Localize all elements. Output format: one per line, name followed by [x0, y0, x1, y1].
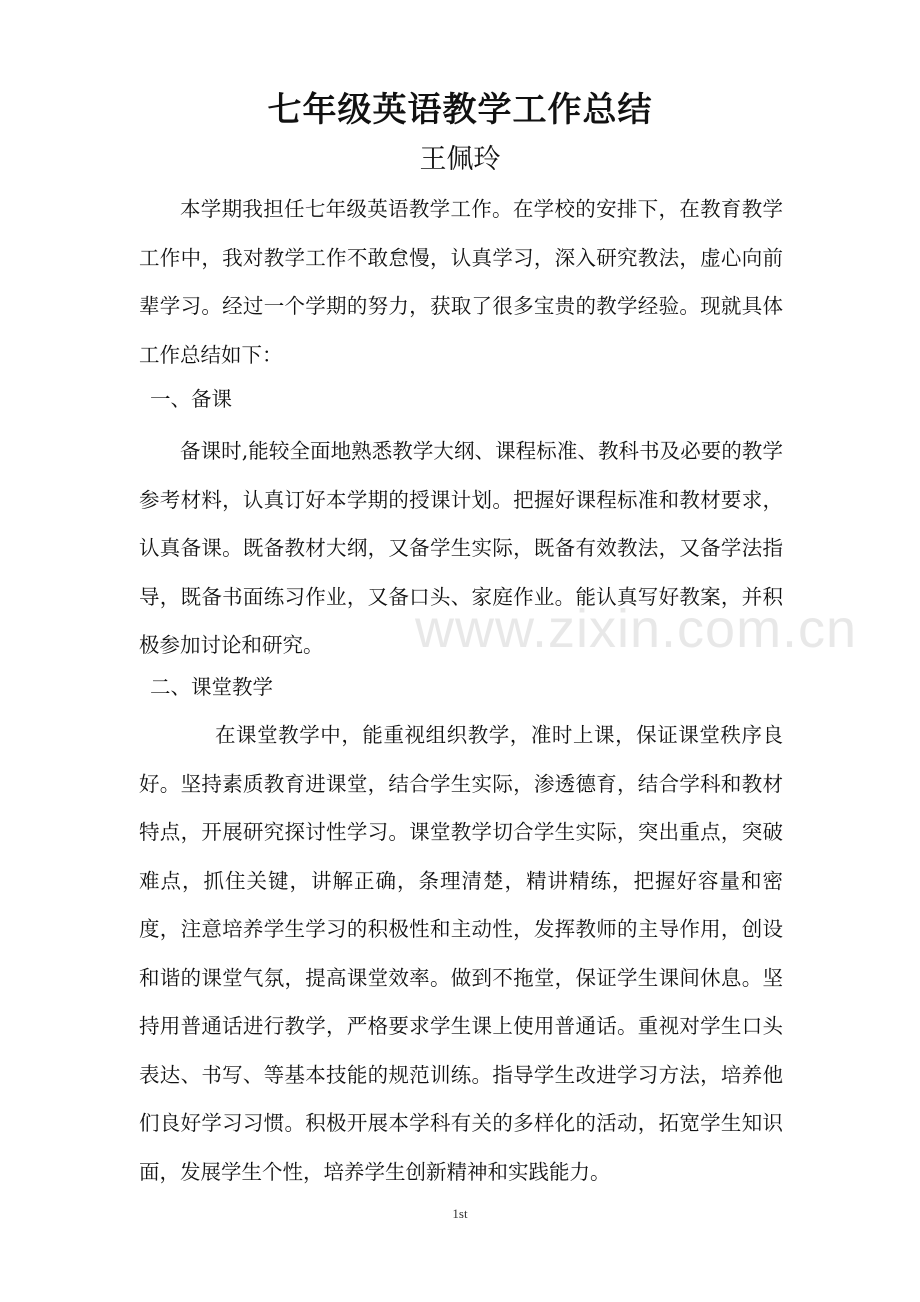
document-author: 王佩玲	[419, 144, 501, 175]
classroom-teaching-paragraph: 在课堂教学中，能重视组织教学，准时上课，保证课堂秩序良好。坚持素质教育进课堂，结合学生实际，渗透德育，结合学科和教材特点，开展研究探讨性学习。课堂教学切合学生实际，突出重点，突破难点，抓住关键，讲解正确，条理清楚，精讲精练，把握好容量和密度，注意培养学生学习的积极性和主动性，发挥教师的主导作用，创设和谐的课堂气氛，提高课堂效率。做到不拖堂，保证学生课间休息。坚持用普通话进行教学，严格要求学生课上使用普通话。重视对学生口头表达、书写、等基本技能的规范训练。指导学生改进学习方法，培养他们良好学习习惯。积极开展本学科有关的多样化的活动，拓宽学生知识面，发展学生个性，培养学生创新精神和实践能力。	[139, 723, 783, 1184]
lesson-prep-paragraph: 备课时,能较全面地熟悉教学大纲、课程标准、教科书及必要的教学参考材料，认真订好本学期的授课计划。把握好课程标准和教材要求，认真备课。既备教材大纲，又备学生实际，既备有效教法，又备学法指导，既备书面练习作业，又备口头、家庭作业。能认真写好教案，并积极参加讨论和研究。	[139, 439, 783, 657]
document-title: 七年级英语教学工作总结	[267, 90, 653, 130]
page-number: 1st	[452, 1206, 468, 1221]
section-heading-classroom-teaching: 二、课堂教学	[150, 675, 273, 699]
watermark: www.zixin.com.cn	[415, 599, 858, 659]
section-heading-lesson-prep: 一、备课	[150, 387, 232, 411]
intro-paragraph: 本学期我担任七年级英语教学工作。在学校的安排下，在教育教学工作中，我对教学工作不敢怠慢，认真学习，深入研究教法，虚心向前辈学习。经过一个学期的努力，获取了很多宝贵的教学经验。现就具体工作总结如下：	[139, 197, 783, 367]
